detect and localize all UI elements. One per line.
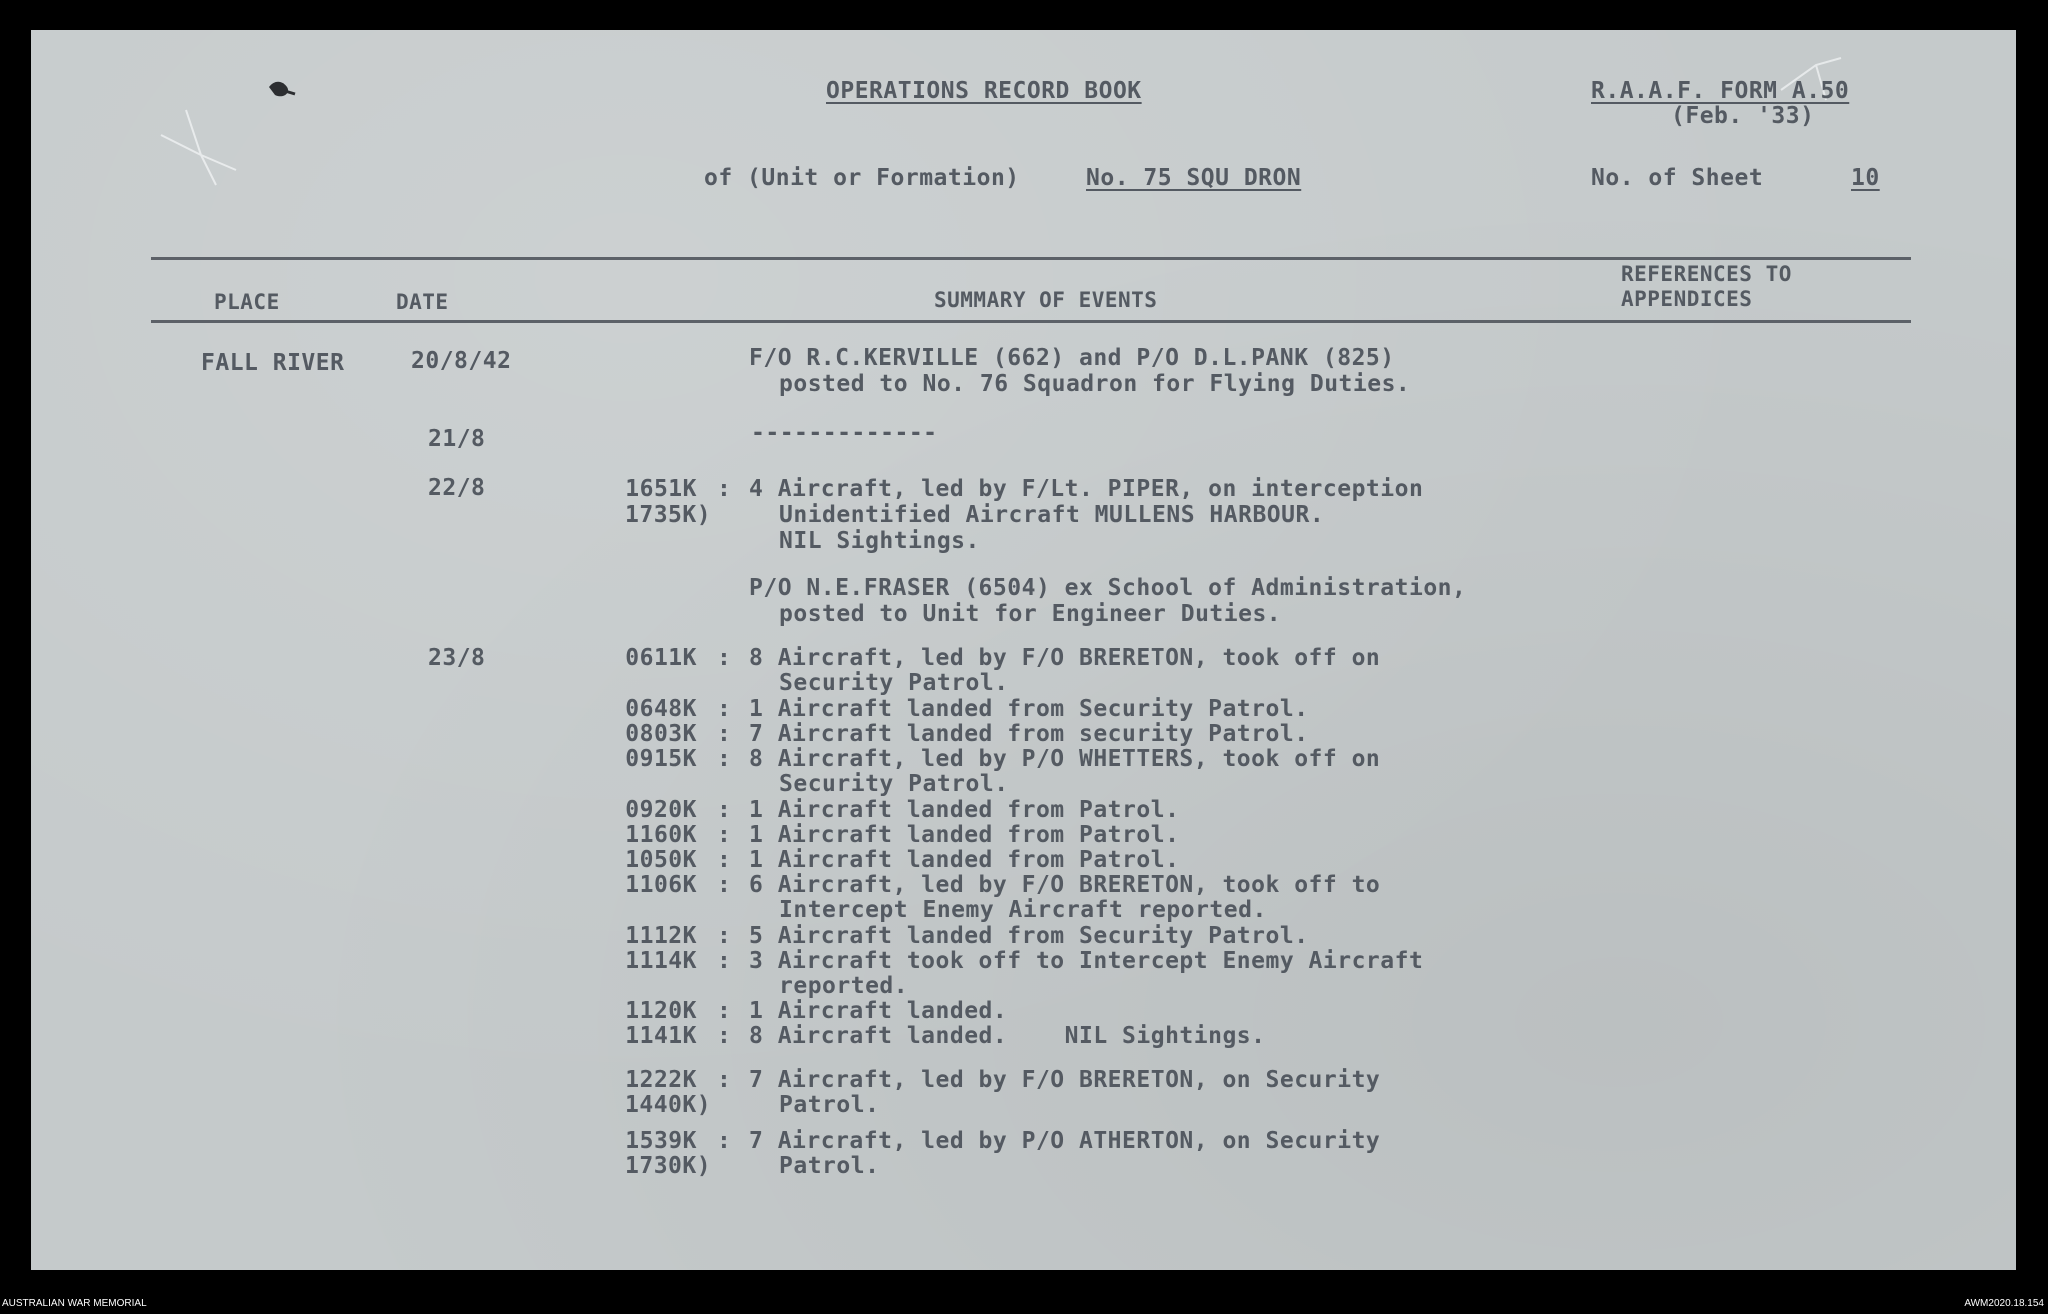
event-line: 1 Aircraft landed. xyxy=(749,998,1008,1024)
form-reference: R.A.A.F. FORM A.50 xyxy=(1591,78,1850,104)
time-separator: : xyxy=(717,847,732,873)
event-line: 8 Aircraft landed. NIL Sightings. xyxy=(749,1023,1266,1049)
column-header-date: DATE xyxy=(396,290,449,314)
date-entry: 21/8 xyxy=(428,426,486,452)
event-line: 1 Aircraft landed from Patrol. xyxy=(749,847,1180,873)
event-line: 8 Aircraft, led by F/O BRERETON, took off on xyxy=(749,645,1381,671)
time-entry: 1735K) xyxy=(625,502,712,528)
time-entry: 1114K xyxy=(625,948,697,974)
event-line: 7 Aircraft, led by P/O ATHERTON, on Security xyxy=(749,1128,1381,1154)
time-separator: : xyxy=(717,872,732,898)
event-line: ------------- xyxy=(751,420,938,446)
time-entry: 0920K xyxy=(625,797,697,823)
time-entry: 1730K) xyxy=(625,1153,712,1179)
event-line: 4 Aircraft, led by F/Lt. PIPER, on interception xyxy=(749,476,1424,502)
place-value: FALL RIVER xyxy=(201,350,345,376)
time-entry: 1222K xyxy=(625,1067,697,1093)
event-line: 7 Aircraft, led by F/O BRERETON, on Security xyxy=(749,1067,1381,1093)
column-header-references: REFERENCES TO xyxy=(1621,262,1792,286)
time-entry: 0648K xyxy=(625,696,697,722)
column-header-summary: SUMMARY OF EVENTS xyxy=(934,288,1158,312)
header-rule-top xyxy=(151,257,1911,260)
time-separator: : xyxy=(717,822,732,848)
event-line: 6 Aircraft, led by F/O BRERETON, took off to xyxy=(749,872,1381,898)
column-header-appendices: APPENDICES xyxy=(1621,287,1753,311)
form-reference-date: (Feb. '33) xyxy=(1671,103,1815,129)
time-separator: : xyxy=(717,645,732,671)
time-separator: : xyxy=(717,1128,732,1154)
unit-value: No. 75 SQU DRON xyxy=(1086,165,1302,191)
time-separator: : xyxy=(717,746,732,772)
unit-label: of (Unit or Formation) xyxy=(704,165,1020,191)
time-entry: 1651K xyxy=(625,476,697,502)
time-entry: 1160K xyxy=(625,822,697,848)
event-line: posted to No. 76 Squadron for Flying Duties. xyxy=(779,371,1411,397)
event-line: Patrol. xyxy=(779,1153,880,1179)
time-entry: 1050K xyxy=(625,847,697,873)
page-title: OPERATIONS RECORD BOOK xyxy=(826,78,1142,104)
time-separator: : xyxy=(717,696,732,722)
ink-blot-mark xyxy=(261,75,301,105)
event-line: 5 Aircraft landed from Security Patrol. xyxy=(749,923,1309,949)
date-entry: 20/8/42 xyxy=(411,348,512,374)
time-separator: : xyxy=(717,797,732,823)
time-entry: 1141K xyxy=(625,1023,697,1049)
event-line: reported. xyxy=(779,973,909,999)
event-line: 1 Aircraft landed from Patrol. xyxy=(749,797,1180,823)
time-separator: : xyxy=(717,998,732,1024)
event-line: F/O R.C.KERVILLE (662) and P/O D.L.PANK (825) xyxy=(749,345,1395,371)
event-line: Security Patrol. xyxy=(779,670,1009,696)
time-entry: 0915K xyxy=(625,746,697,772)
event-line: 1 Aircraft landed from Security Patrol. xyxy=(749,696,1309,722)
record-sheet xyxy=(31,30,2016,1270)
event-line: Security Patrol. xyxy=(779,771,1009,797)
paper-crease-mark xyxy=(141,100,251,190)
event-line: P/O N.E.FRASER (6504) ex School of Administration, xyxy=(749,575,1467,601)
footer-credit: AUSTRALIAN WAR MEMORIAL xyxy=(2,1298,147,1309)
event-line: 1 Aircraft landed from Patrol. xyxy=(749,822,1180,848)
event-line: 3 Aircraft took off to Intercept Enemy Aircraft xyxy=(749,948,1424,974)
event-line: NIL Sightings. xyxy=(779,528,980,554)
event-line: Unidentified Aircraft MULLENS HARBOUR. xyxy=(779,502,1325,528)
event-line: Intercept Enemy Aircraft reported. xyxy=(779,897,1267,923)
time-separator: : xyxy=(717,721,732,747)
event-line: 8 Aircraft, led by P/O WHETTERS, took off on xyxy=(749,746,1381,772)
footer-accession-number: AWM2020.18.154 xyxy=(1964,1298,2044,1309)
time-separator: : xyxy=(717,948,732,974)
event-line: posted to Unit for Engineer Duties. xyxy=(779,601,1282,627)
time-entry: 1440K) xyxy=(625,1092,712,1118)
header-rule-bottom xyxy=(151,320,1911,323)
time-separator: : xyxy=(717,1067,732,1093)
time-separator: : xyxy=(717,923,732,949)
time-entry: 0803K xyxy=(625,721,697,747)
sheet-number-label: No. of Sheet xyxy=(1591,165,1764,191)
time-entry: 1120K xyxy=(625,998,697,1024)
time-entry: 1539K xyxy=(625,1128,697,1154)
time-entry: 0611K xyxy=(625,645,697,671)
time-separator: : xyxy=(717,1023,732,1049)
time-entry: 1112K xyxy=(625,923,697,949)
event-line: 7 Aircraft landed from security Patrol. xyxy=(749,721,1309,747)
date-entry: 23/8 xyxy=(428,645,486,671)
column-header-place: PLACE xyxy=(214,290,280,314)
date-entry: 22/8 xyxy=(428,475,486,501)
event-line: Patrol. xyxy=(779,1092,880,1118)
sheet-number-value: 10 xyxy=(1851,165,1880,191)
time-separator: : xyxy=(717,476,732,502)
time-entry: 1106K xyxy=(625,872,697,898)
